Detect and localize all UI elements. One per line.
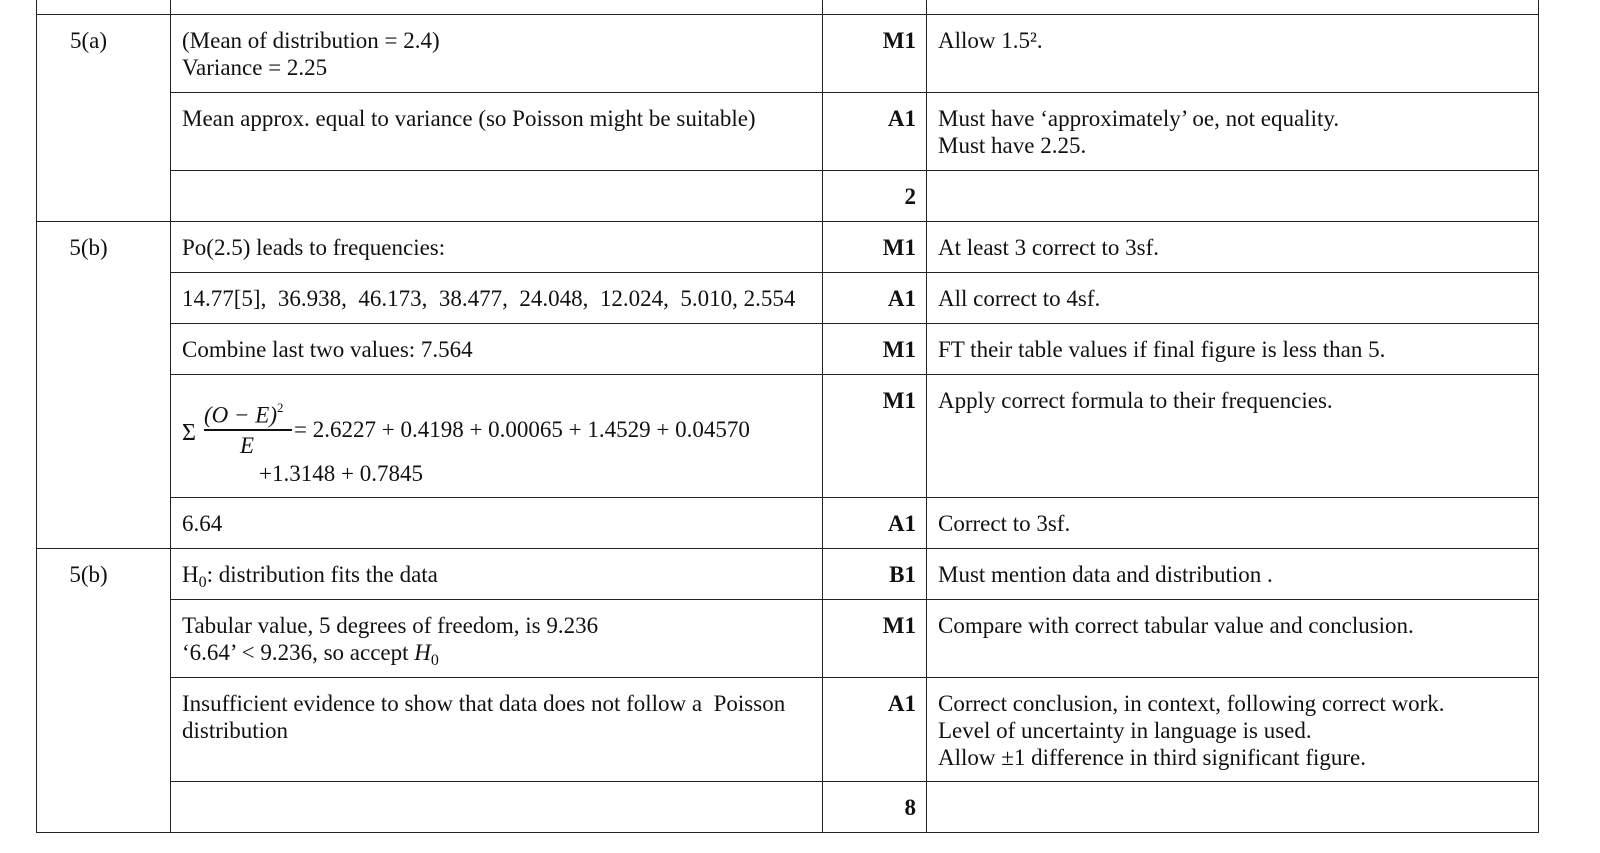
- mark-cell: M1: [823, 600, 927, 678]
- answer-line: Po(2.5) leads to frequencies:: [182, 235, 446, 260]
- table-row: [37, 93, 1539, 171]
- formula-sum: = 2.6227 + 0.4198 + 0.00065 + 1.4529 + 0.04570: [294, 417, 750, 442]
- mark-cell: M1: [823, 324, 927, 375]
- fraction-numerator: [204, 396, 284, 429]
- table-row: [37, 549, 1539, 600]
- guidance-cell: [927, 782, 1539, 833]
- guidance-line: Must mention data and distribution .: [938, 562, 1273, 587]
- table-row: [37, 498, 1539, 549]
- guidance-line: All correct to 4sf.: [938, 286, 1101, 311]
- table-row: [37, 678, 1539, 782]
- answer-cell: [171, 15, 823, 93]
- h-subscript: 0: [430, 652, 439, 669]
- guidance-line: Correct conclusion, in context, following correct work.: [938, 691, 1445, 716]
- question-number: 5(b): [37, 222, 171, 549]
- guidance-cell: [927, 678, 1539, 782]
- guidance-line: Allow 1.5².: [938, 28, 1043, 53]
- answer-line: distribution: [182, 718, 289, 743]
- mark-scheme-table: [36, 0, 1539, 833]
- guidance-cell: [927, 15, 1539, 93]
- answer-cell: [171, 171, 823, 222]
- h-symbol: H: [414, 640, 431, 665]
- mark-cell: A1: [823, 678, 927, 782]
- guidance-cell: [927, 222, 1539, 273]
- guidance-cell: [927, 549, 1539, 600]
- mark-cell: M1: [823, 15, 927, 93]
- answer-line: Variance = 2.25: [182, 55, 328, 80]
- answer-cell: [171, 678, 823, 782]
- guidance-cell: [927, 600, 1539, 678]
- guidance-cell: [927, 375, 1539, 498]
- table-row: [37, 375, 1539, 498]
- total-row: [37, 782, 1539, 833]
- h-subscript: 0: [198, 574, 207, 591]
- guidance-line: Must have ‘approximately’ oe, not equality.: [938, 106, 1340, 131]
- answer-line: (Mean of distribution = 2.4): [182, 28, 440, 53]
- guidance-cell: [927, 93, 1539, 171]
- answer-cell: [171, 498, 823, 549]
- guidance-cell: [927, 324, 1539, 375]
- table-row: [37, 273, 1539, 324]
- chi-squared-formula: [182, 387, 811, 497]
- answer-line: [182, 639, 811, 669]
- mark-cell: A1: [823, 93, 927, 171]
- guidance-line: Level of uncertainty in language is used.: [938, 718, 1312, 743]
- answer-line: Tabular value, 5 degrees of freedom, is 9.236: [182, 613, 599, 638]
- answer-cell: [171, 222, 823, 273]
- total-marks: 8: [823, 782, 927, 833]
- guidance-line: Must have 2.25.: [938, 133, 1087, 158]
- formula-continuation: +1.3148 + 0.7845: [259, 461, 423, 486]
- guidance-line: Apply correct formula to their frequencies.: [938, 388, 1333, 413]
- comparison-text: ‘6.64’ < 9.236, so accept: [182, 640, 415, 665]
- fraction-bar: [204, 429, 292, 431]
- fraction-denominator: E: [240, 433, 255, 458]
- total-row: [37, 171, 1539, 222]
- guidance-cell: [927, 498, 1539, 549]
- guidance-cell: [927, 171, 1539, 222]
- answer-cell: [171, 375, 823, 498]
- guidance-line: Correct to 3sf.: [938, 511, 1071, 536]
- guidance-line: FT their table values if final figure is less than 5.: [938, 337, 1386, 362]
- answer-cell: [171, 324, 823, 375]
- mark-cell: M1: [823, 375, 927, 498]
- answer-line: 14.77[5], 36.938, 46.173, 38.477, 24.048, 12.024, 5.010, 2.554: [182, 286, 796, 311]
- exponent: 2: [277, 400, 284, 415]
- answer-line: 6.64: [182, 511, 223, 536]
- guidance-line: Allow ±1 difference in third significant figure.: [938, 745, 1366, 770]
- numerator-text: (O − E): [204, 402, 277, 428]
- table-row: [37, 15, 1539, 93]
- answer-cell: [171, 600, 823, 678]
- answer-cell: [171, 549, 823, 600]
- total-marks: 2: [823, 171, 927, 222]
- answer-cell: [171, 93, 823, 171]
- mark-cell: B1: [823, 549, 927, 600]
- mark-cell: M1: [823, 222, 927, 273]
- mark-cell: A1: [823, 498, 927, 549]
- answer-cell: [171, 782, 823, 833]
- question-number: 5(a): [37, 15, 171, 222]
- answer-line: Combine last two values: 7.564: [182, 337, 473, 362]
- guidance-line: At least 3 correct to 3sf.: [938, 235, 1159, 260]
- mark-cell: A1: [823, 273, 927, 324]
- answer-cell: [171, 273, 823, 324]
- answer-line: Mean approx. equal to variance (so Poisson might be suitable): [182, 106, 756, 131]
- hypothesis-text: : distribution fits the data: [206, 562, 438, 587]
- sigma-symbol: Σ: [182, 420, 196, 446]
- guidance-line: Compare with correct tabular value and conclusion.: [938, 613, 1414, 638]
- table-row: [37, 222, 1539, 273]
- answer-line: Insufficient evidence to show that data does not follow a Poisson: [182, 691, 786, 716]
- question-number: 5(b): [37, 549, 171, 833]
- h-symbol: H: [182, 562, 199, 587]
- table-row: [37, 324, 1539, 375]
- header-row-edge: [37, 0, 1539, 15]
- hypothesis-line: [182, 561, 811, 591]
- guidance-cell: [927, 273, 1539, 324]
- table-row: [37, 600, 1539, 678]
